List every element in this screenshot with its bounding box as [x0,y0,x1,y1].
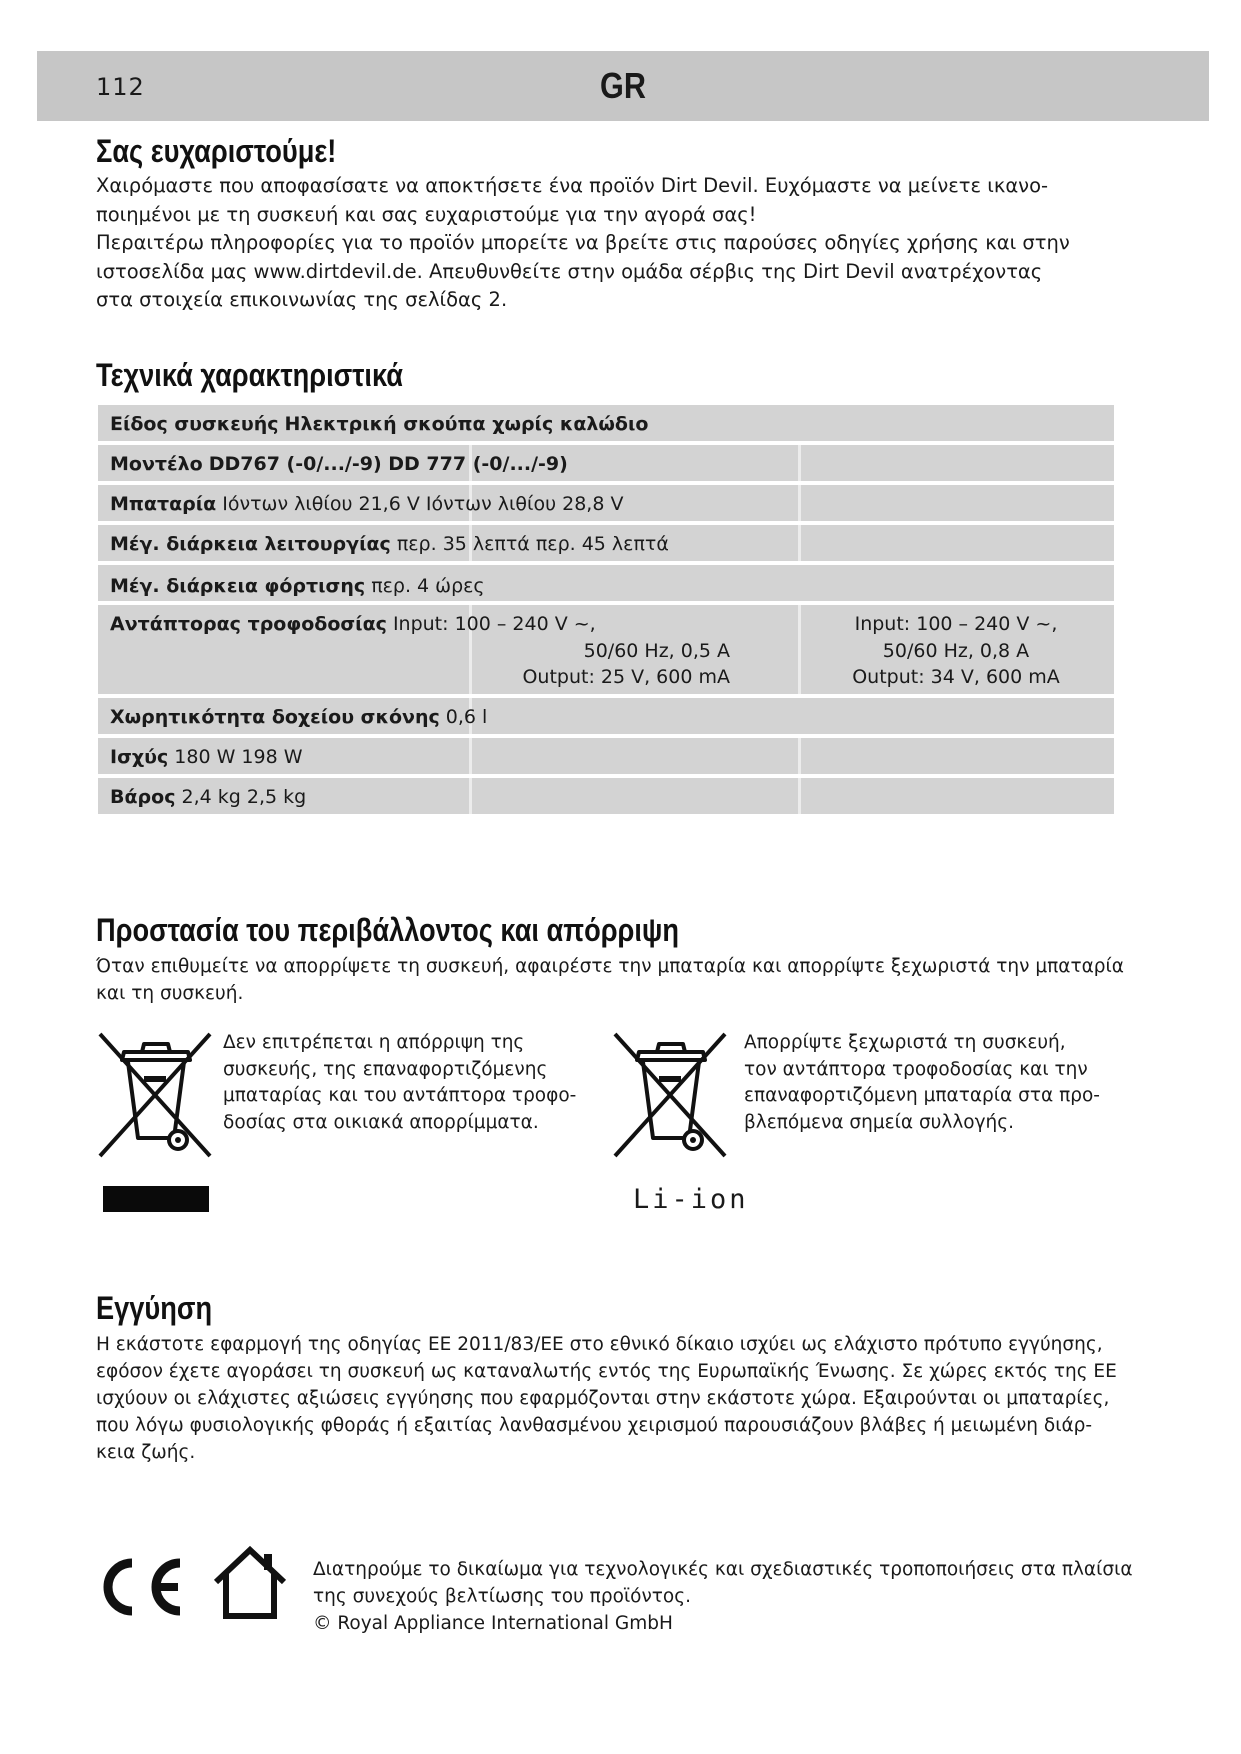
bin2-line: επαναφορτιζόμενη μπαταρία στα προ- [744,1085,1100,1106]
bin1-line: δοσίας στα οικιακά απορρίμματα. [223,1111,539,1133]
specs-title: Τεχνικά χαρακτηριστικά [96,357,403,393]
spec-label: Μέγ. διάρκεια φόρτισης [110,575,366,597]
thanks-line: Χαιρόμαστε που αποφασίσατε να αποκτήσετε ένα προϊόν Dirt Devil. Ευχόμαστε να μείνετε ικανο- [96,174,1049,197]
environment-title: Προστασία του περιβάλλοντος και απόρριψη [96,912,680,948]
spec-row-charge-time [98,565,1114,601]
thanks-line: ποιημένοι με τη συσκευή και σας ευχαριστούμε για την αγορά σας! [96,202,757,226]
spec-row-model [98,445,1114,481]
spec-value: Ηλεκτρική σκούπα χωρίς καλώδιο [284,413,649,435]
spec-row-weight [98,778,1114,814]
thanks-line: Περαιτέρω πληροφορίες για το προϊόν μπορείτε να βρείτε στις παρούσες οδηγίες χρήσης και στην [96,231,1070,254]
bin1-line: μπαταρίας και του αντάπτορα τροφο- [223,1085,577,1106]
spec-label: Βάρος [110,786,176,808]
warranty-line: εφόσον έχετε αγοράσει τη συσκευή ως καταναλωτής εντός της Ευρωπαϊκής Ένωσης. Σε χώρες εκτός της ΕΕ [96,1361,1117,1382]
adapter-col3-line: Input: 100 – 240 V ~, [854,613,1058,635]
spec-value: περ. 4 ώρες [371,575,485,597]
crossed-bin-icon [94,1030,216,1162]
footer-note [313,1556,1133,1637]
warranty-line: που λόγω φυσιολογικής φθοράς ή εξαιτίας λανθασμένου χειρισμού παρουσιάζουν βλάβες ή μειωμένη διάρ- [96,1415,1093,1436]
indoor-use-house-icon [210,1544,290,1622]
warranty-line: κεια ζωής. [96,1442,196,1463]
bin2-line: τον αντάπτορα τροφοδοσίας και την [744,1058,1088,1080]
spec-value: περ. 35 λεπτά περ. 45 λεπτά [396,533,669,555]
bin1-line: συσκευής, της επαναφορτιζόμενης [223,1058,548,1080]
spec-row-runtime [98,525,1114,561]
adapter-col3-line: 50/60 Hz, 0,8 A [882,640,1030,662]
spec-row-dust-capacity [98,698,1114,734]
spec-value: 180 W 198 W [174,746,303,768]
environment-line: και τη συσκευή. [96,983,244,1004]
bin2-line: Απορρίψτε ξεχωριστά τη συσκευή, [744,1032,1066,1053]
adapter-col2-line: 50/60 Hz, 0,5 A [583,640,730,662]
environment-line: Όταν επιθυμείτε να απορρίψετε τη συσκευή, αφαιρέστε την μπαταρία και απορρίψτε ξεχωριστά την μπαταρία [96,956,1125,977]
footer-line: της συνεχούς βελτίωσης του προϊόντος. [313,1586,691,1607]
footer-line: © Royal Appliance International GmbH [313,1613,673,1634]
spec-label: Μέγ. διάρκεια λειτουργίας [110,533,391,555]
bin2-label [744,1030,1100,1136]
thanks-line: στα στοιχεία επικοινωνίας της σελίδας 2. [96,288,508,311]
black-bar [103,1186,209,1212]
adapter-col2-line: Output: 25 V, 600 mA [522,666,730,688]
warranty-paragraph [96,1331,1136,1466]
spec-label: Μοντέλο [110,453,203,475]
thanks-paragraph [96,172,1136,315]
page-number: 112 [96,73,145,101]
spec-label: Είδος συσκευής [110,413,279,435]
bin2-line: βλεπόμενα σημεία συλλογής. [744,1111,1015,1133]
ce-mark-icon [92,1555,188,1619]
warranty-line: Η εκάστοτε εφαρμογή της οδηγίας ΕΕ 2011/83/ΕΕ στο εθνικό δίκαιο ισχύει ως ελάχιστο πρότυπο εγγύησης, [96,1334,1103,1355]
environment-paragraph [96,953,1136,1007]
spec-value: 2,4 kg 2,5 kg [181,786,307,808]
spec-table [98,405,1114,818]
spec-value: Ιόντων λιθίου 21,6 V Ιόντων λιθίου 28,8 V [222,493,624,515]
footer-line: Διατηρούμε το δικαίωμα για τεχνολογικές και σχεδιαστικές τροποποιήσεις στα πλαίσια [313,1559,1133,1580]
warranty-line: ισχύουν οι ελάχιστες αξιώσεις εγγύησης που εφαρμόζονται στην εκάστοτε χώρα. Εξαιρούνται οι μπαταρίες, [96,1388,1110,1409]
spec-label: Ισχύς [110,746,169,768]
thanks-title: Σας ευχαριστούμε! [96,133,337,169]
spec-label: Αντάπτορας τροφοδοσίας [110,613,387,635]
spec-value: DD767 (-0/.../-9) DD 777 (-0/.../-9) [208,453,568,475]
spec-value: 0,6 l [445,706,488,728]
li-ion-label: Li-ion [633,1184,749,1215]
page-header [37,51,1209,121]
spec-value: Input: 100 – 240 V ~, [392,613,596,635]
language-code: GR [600,65,646,106]
spec-row-adapter [98,605,1114,694]
thanks-line: ιστοσελίδα μας www.dirtdevil.de. Απευθυνθείτε στην ομάδα σέρβις της Dirt Devil ανατρέχοντας [96,259,1043,283]
spec-row-power [98,738,1114,774]
spec-row-device-type [98,405,1114,441]
crossed-bin-icon [609,1030,731,1162]
adapter-col3-line: Output: 34 V, 600 mA [852,666,1060,688]
bin1-label [223,1030,576,1136]
spec-label: Μπαταρία [110,493,217,515]
spec-label: Χωρητικότητα δοχείου σκόνης [110,706,440,728]
bin1-line: Δεν επιτρέπεται η απόρριψη της [223,1032,525,1053]
warranty-title: Εγγύηση [96,1290,213,1326]
spec-row-battery [98,485,1114,521]
